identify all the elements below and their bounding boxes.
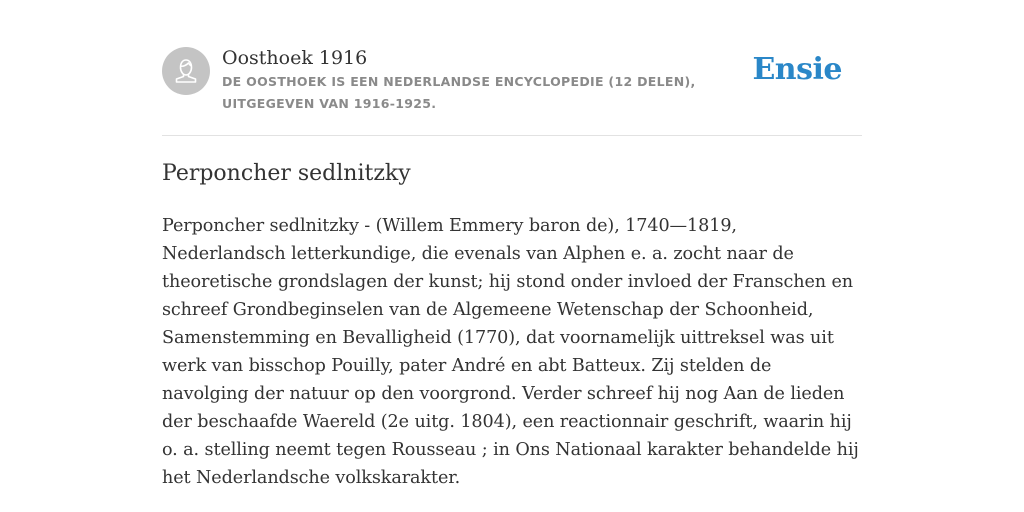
entry-body: Perponcher sedlnitzky - (Willem Emmery baron de), 1740—1819, Nederlandsch letterkundige, die evenals van Alphen e. a. zocht naar de theoretische grondslagen der kunst; hij stond onder invloed der Franschen en schreef Grondbeginselen van de Algemeene Wetenschap der Schoonheid, Samenstemming en Bevalligheid (1770), dat voornamelijk uittreksel was uit werk van bisschop Pouilly, pater André en abt Batteux. Zij stelden de navolging der natuur op den voorgrond. Verder schreef hij nog Aan de lieden der beschaafde Waereld (2e uitg. 1804), een reactionnair geschrift, waarin hij o. a. stelling neemt tegen Rousseau ; in Ons Nationaal karakter behandelde hij het Nederlandsche volkskarakter. (162, 216, 859, 488)
source-avatar[interactable] (162, 47, 210, 95)
entry-title: Perponcher sedlnitzky (162, 161, 411, 186)
ensie-logo[interactable]: Ensie (752, 52, 842, 87)
entry-page (162, 0, 862, 512)
header-divider (162, 135, 862, 136)
source-header (162, 46, 862, 116)
user-icon (162, 47, 210, 95)
source-title[interactable]: Oosthoek 1916 (222, 47, 368, 69)
source-description: DE OOSTHOEK IS EEN NEDERLANDSE ENCYCLOPEDIE (12 DELEN), UITGEGEVEN VAN 1916-1925. (222, 74, 696, 111)
